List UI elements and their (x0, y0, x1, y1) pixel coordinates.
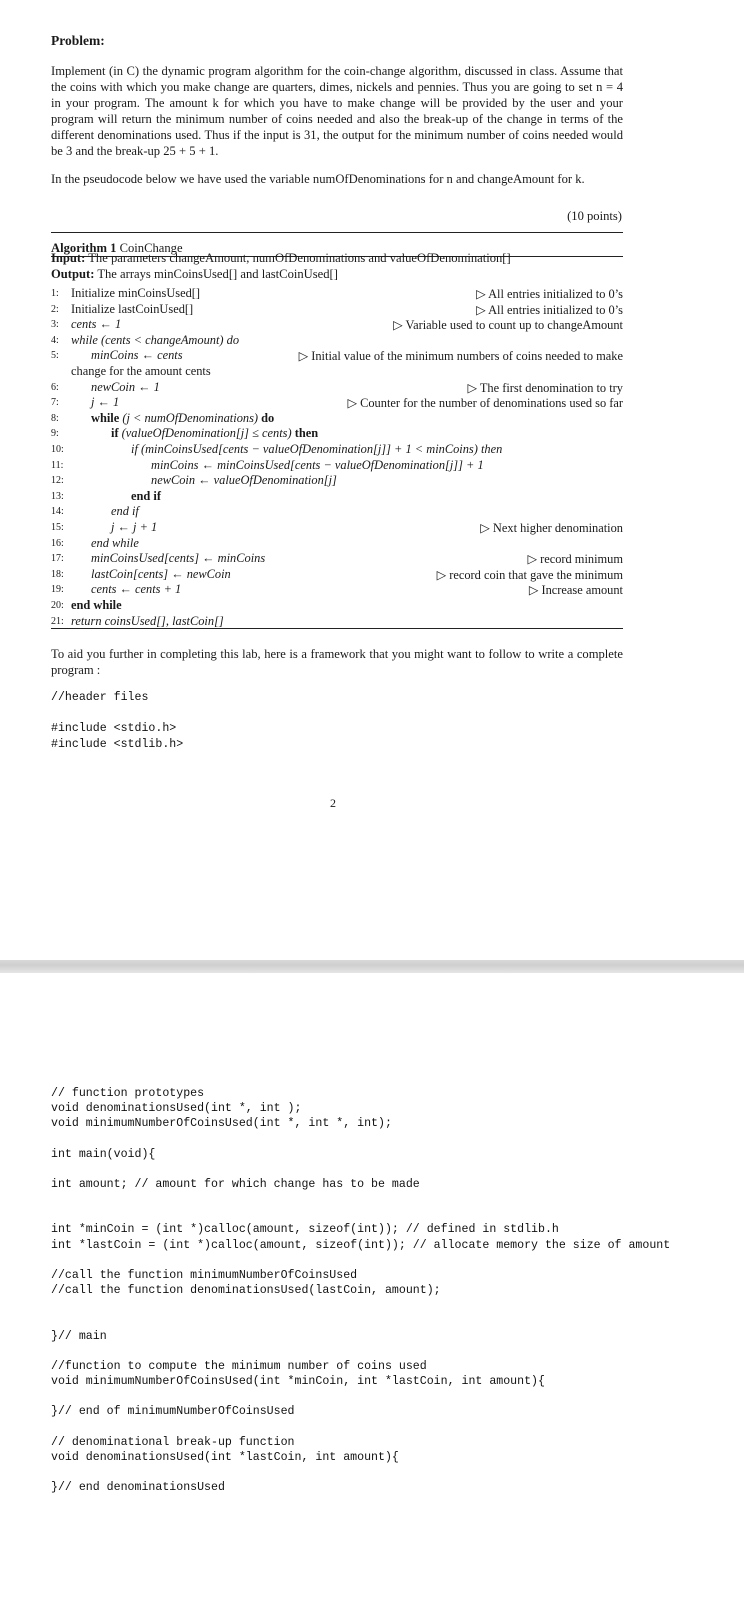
line-code: newCoin ← 1 (91, 379, 160, 394)
line-number: 1: (51, 288, 59, 299)
line-code: if (valueOfDenomination[j] ≤ cents) then (111, 426, 319, 441)
code-line (51, 1344, 670, 1359)
input-label: Input: (51, 251, 86, 265)
algorithm-line (51, 442, 623, 458)
line-number: 20: (51, 600, 64, 611)
algorithm-line (51, 582, 623, 598)
code-block-page1 (51, 690, 183, 752)
line-number: 12: (51, 475, 64, 487)
line-number: 21: (51, 615, 64, 627)
code-line: //call the function minimumNumberOfCoinsUsed (51, 1268, 358, 1282)
line-code: minCoinsUsed[cents] ← minCoins (91, 551, 266, 566)
page-number: 2 (330, 796, 336, 810)
line-code: if (minCoinsUsed[cents − valueOfDenomination[j]] + 1 < minCoins) then (131, 442, 503, 456)
algorithm-line (51, 286, 623, 302)
line-code: lastCoin[cents] ← newCoin (91, 566, 231, 581)
line-number: 4: (51, 334, 59, 346)
line-code: return coinsUsed[], lastCoin[] (71, 613, 224, 628)
code-line (51, 1419, 670, 1434)
problem-paragraph-1: Implement (in C) the dynamic program algorithm for the coin-change algorithm, discussed in class. Assume that the coins with which you make change are quarters, dimes, nickels and pennies. Thus you are going to set n = 4 in your program. The amount k for which you have to make change will be provided by the user and your program will return the minimum number of coins needed and also the break-up of the change in terms of the different denominations used. Thus if the input is 31, the output for the minimum number of coins needed would be 3 and the break-up 25 + 5 + 1. (51, 64, 623, 158)
line-comment: ▷ Increase amount (528, 583, 623, 598)
framework-intro: To aid you further in completing this lab, here is a framework that you might want to follow to write a complete program : (51, 647, 623, 677)
line-comment: ▷ record minimum (527, 552, 623, 567)
code-line (51, 1207, 670, 1222)
code-line (51, 1465, 670, 1480)
algorithm-line (51, 458, 623, 474)
code-line: // denominational break-up function (51, 1435, 295, 1449)
line-code: newCoin ← valueOfDenomination[j] (151, 473, 337, 488)
code-line: int amount; // amount for which change has to be made (51, 1177, 420, 1191)
code-line: }// end of minimumNumberOfCoinsUsed (51, 1405, 295, 1419)
input-text: The parameters changeAmount, numOfDenominations and valueOfDenomination[] (88, 251, 511, 265)
algorithm-line (51, 520, 623, 536)
problem-paragraph-2: In the pseudocode below we have used the variable numOfDenominations for n and changeAmount for k. (51, 172, 585, 186)
code-line: void denominationsUsed(int *lastCoin, int amount){ (51, 1450, 399, 1464)
line-number: 9: (51, 428, 59, 440)
line-code: cents ← 1 (71, 317, 122, 332)
code-line (51, 1131, 670, 1146)
line-comment: ▷ Variable used to count up to changeAmount (393, 318, 623, 333)
algorithm-line (51, 567, 623, 583)
algorithm-line (51, 333, 623, 349)
algorithm-line (51, 426, 623, 442)
algorithm-line (51, 395, 623, 411)
line-number: 15: (51, 522, 64, 533)
line-number: 14: (51, 506, 64, 518)
algorithm-line (51, 380, 623, 396)
line-comment: ▷ Next higher denomination (480, 521, 623, 535)
algorithm-line (51, 364, 623, 380)
line-number: 8: (51, 412, 59, 424)
code-line: #include <stdlib.h> (51, 737, 184, 751)
algorithm-line (51, 302, 623, 318)
problem-heading: Problem: (51, 33, 105, 48)
algorithm-line (51, 317, 623, 333)
line-number: 6: (51, 381, 59, 393)
algorithm-line (51, 348, 623, 364)
document-page-2 (0, 973, 744, 1615)
points-label: (10 points) (567, 209, 622, 223)
line-number: 18: (51, 568, 64, 580)
line-code: end if (131, 488, 161, 503)
algorithm-line (51, 551, 623, 567)
line-comment: ▷ All entries initialized to 0’s (476, 302, 623, 317)
line-number: 7: (51, 397, 59, 409)
code-line: void minimumNumberOfCoinsUsed(int *, int *, int); (51, 1117, 392, 1131)
line-code: end if (111, 504, 139, 519)
algorithm-bottom-rule (51, 628, 623, 629)
line-number: 2: (51, 303, 59, 315)
line-number: 19: (51, 584, 64, 596)
code-line: //call the function denominationsUsed(lastCoin, amount); (51, 1284, 441, 1298)
code-line: int main(void){ (51, 1147, 156, 1161)
line-code: Initialize minCoinsUsed[] (71, 286, 201, 300)
line-comment: ▷ The first denomination to try (467, 380, 623, 395)
code-line (51, 1162, 670, 1177)
line-number: 16: (51, 537, 64, 549)
algorithm-line (51, 504, 623, 520)
algorithm-line (51, 473, 623, 489)
algorithm-line (51, 489, 623, 505)
code-line (51, 1298, 670, 1313)
code-line (51, 706, 183, 722)
code-line: int *lastCoin = (int *)calloc(amount, sizeof(int)); // allocate memory the size of amount (51, 1238, 671, 1252)
output-text: The arrays minCoinsUsed[] and lastCoinUsed[] (97, 267, 338, 281)
code-line (51, 1389, 670, 1404)
algorithm-name: CoinChange (119, 241, 183, 255)
line-code: end while (71, 598, 122, 612)
code-line: void minimumNumberOfCoinsUsed(int *minCoin, int *lastCoin, int amount){ (51, 1374, 545, 1388)
line-comment: ▷ record coin that gave the minimum (436, 567, 623, 582)
code-line: //header files (51, 691, 149, 704)
line-code: change for the amount cents (71, 364, 211, 378)
line-code: j ← 1 (91, 395, 120, 410)
code-line: //function to compute the minimum number of coins used (51, 1359, 427, 1373)
code-line: }// end denominationsUsed (51, 1481, 225, 1495)
code-line: void denominationsUsed(int *, int ); (51, 1102, 302, 1116)
algorithm-top-rule (51, 232, 623, 233)
code-line (51, 1253, 670, 1268)
code-line: // function prototypes (51, 1087, 205, 1100)
code-line (51, 1192, 670, 1207)
algorithm-line (51, 411, 623, 427)
code-line: }// main (51, 1329, 107, 1343)
page-separator (0, 960, 744, 973)
algorithm-input (51, 251, 511, 266)
line-code: end while (91, 535, 139, 550)
code-line (51, 1313, 670, 1328)
line-comment: ▷ All entries initialized to 0’s (476, 287, 623, 301)
line-number: 3: (51, 319, 59, 331)
code-line: int *minCoin = (int *)calloc(amount, sizeof(int)); // defined in stdlib.h (51, 1223, 559, 1237)
line-code: j ← j + 1 (111, 520, 158, 534)
line-number: 5: (51, 350, 59, 362)
line-code: while (j < numOfDenominations) do (91, 410, 275, 425)
line-code: cents ← cents + 1 (91, 582, 182, 597)
algorithm-line (51, 536, 623, 552)
algorithm-label: Algorithm 1 (51, 241, 117, 255)
line-number: 17: (51, 553, 64, 565)
line-code: minCoins ← minCoinsUsed[cents − valueOfDenomination[j]] + 1 (151, 457, 484, 472)
algorithm-output (51, 267, 338, 282)
line-comment: ▷ Counter for the number of denominations used so far (347, 396, 623, 411)
algorithm-line (51, 598, 623, 614)
output-label: Output: (51, 267, 95, 281)
code-line: #include <stdio.h> (51, 722, 177, 735)
line-code: minCoins ← cents (91, 348, 183, 363)
line-comment: ▷ Initial value of the minimum numbers of coins needed to make (298, 349, 623, 364)
line-number: 13: (51, 490, 64, 502)
line-code: while (cents < changeAmount) do (71, 332, 240, 347)
line-number: 10: (51, 444, 64, 455)
line-code: Initialize lastCoinUsed[] (71, 301, 194, 316)
code-block-page2 (51, 1086, 670, 1495)
line-number: 11: (51, 459, 64, 471)
